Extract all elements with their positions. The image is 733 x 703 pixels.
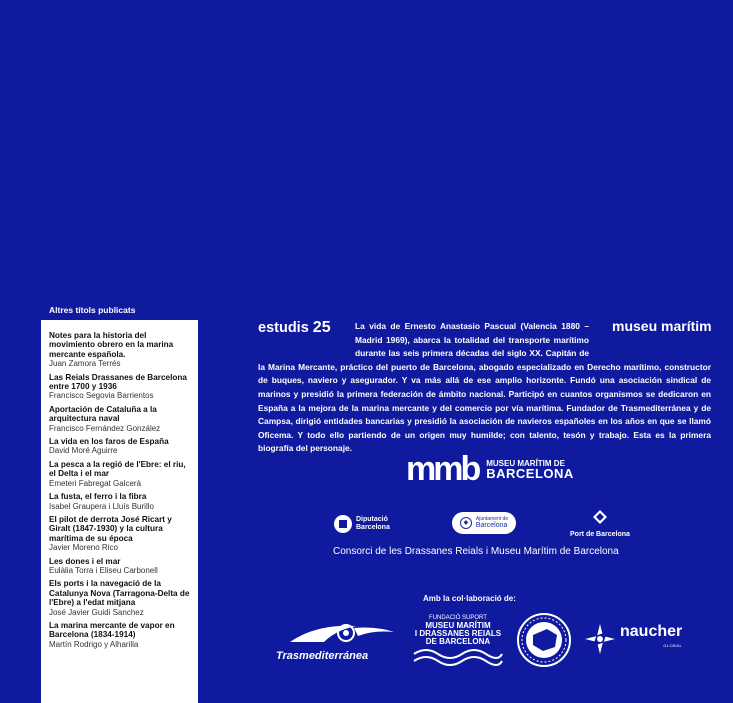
sidebar-heading: Altres títols publicats: [49, 305, 136, 315]
fundacio-line1: FUNDACIÓ SUPORT: [429, 615, 487, 621]
list-item: [49, 557, 192, 576]
book-title: Aportación de Cataluña a la arquitectura naval: [49, 404, 157, 424]
mmb-wordmark: [486, 459, 574, 479]
wave-icon: [410, 646, 506, 666]
naucher-sub: GLOBAL: [663, 643, 683, 648]
book-author: Francisco Fernández González: [49, 423, 161, 433]
port-logo: [570, 510, 630, 539]
fundacio-line2: MUSEU MARÍTIM: [425, 621, 491, 630]
list-item: [49, 437, 192, 456]
port-icon: [593, 510, 607, 524]
book-title: La pesca a la regió de l'Ebre: el riu, el Delta i el mar: [49, 459, 186, 479]
book-author: David Moré Aguirre: [49, 446, 118, 456]
fundacio-line4: DE BARCELONA: [425, 637, 491, 646]
port-label: Port de Barcelona: [570, 531, 630, 538]
collaboration-label: Amb la col·laboració de:: [423, 594, 516, 603]
ajuntament-icon: ◆: [460, 517, 472, 529]
list-item: [49, 331, 192, 369]
list-item: [49, 579, 192, 617]
naucher-label: naucher: [620, 623, 683, 640]
list-item: [49, 515, 192, 553]
book-author: Isabel Graupera i Lluís Burillo: [49, 501, 154, 511]
book-author: José Javier Guidi Sanchez: [49, 607, 144, 617]
series-name: estudis: [258, 320, 309, 336]
series-label: [258, 319, 331, 337]
diputacio-line1: Diputació: [356, 516, 388, 523]
book-title: La fusta, el ferro i la fibra: [49, 492, 147, 502]
list-item: [49, 492, 192, 511]
fundacio-logo: [410, 615, 506, 671]
publisher-tag: museu marítim: [612, 318, 712, 334]
mmb-line2: BARCELONA: [486, 466, 574, 481]
synopsis: [258, 320, 711, 456]
book-title: Les dones i el mar: [49, 556, 121, 566]
book-author: Javier Moreno Rico: [49, 543, 118, 553]
synopsis-text: La vida de Ernesto Anastasio Pascual (Valencia 1880 – Madrid 1969), abarca la totalidad del transporte marítimo durante las seis primera décadas del siglo XX. Capitán de la Marina Mercante, práctico del puerto de Barcelona, abogado especializado en Derecho marítimo, constructor de buques, naviero y asegurador. Y va más allá de ese amplio horizonte. Fundó una asociación sindical de marinos y presidió la primera federación de ámbito nacional. Participó en cuantos organismos se dedicaron en España a la mejora de la marina mercante y del comercio por vía marítima. Fundador de Trasmediterránea y de Campsa, dirigió entidades bancarias y presidió la asociación de navieros españoles en los años en que se llamó Oficema. Y todo ello partiendo de un origen muy humilde; con talento, tesón y trabajo. Esta es la primera biografía del personaje.: [258, 321, 711, 454]
trasmediterranea-label: Trasmediterránea: [276, 650, 369, 662]
ajuntament-line1: Ajuntament de: [475, 516, 509, 522]
book-author: Juan Zamora Terrés: [49, 359, 121, 369]
diputacio-logo: [334, 515, 390, 533]
series-number: 25: [312, 319, 331, 336]
book-author: Francisco Segovia Barrientos: [49, 391, 154, 401]
other-titles-panel: [41, 320, 198, 703]
diputacio-line2: Barcelona: [356, 524, 390, 531]
ajuntament-line2: Barcelona: [475, 522, 508, 529]
consorci-text: Consorci de les Drassanes Reials i Museu Marítim de Barcelona: [333, 546, 619, 557]
mmb-line1: MUSEU MARÍTIM DE: [486, 459, 565, 468]
fundacio-line3: I DRASSANES REIALS: [414, 629, 502, 638]
association-seal-icon: [517, 613, 571, 667]
book-title: La vida en los faros de España: [49, 437, 169, 447]
naucher-logo: [585, 624, 682, 654]
book-title: Els ports i la navegació de la Catalunya Nova (Tarragona-Delta de l'Ebre) a l'edat mitjana: [49, 579, 190, 608]
list-item: [49, 621, 192, 649]
book-author: Martín Rodrigo y Alharilla: [49, 639, 139, 649]
list-item: [49, 460, 192, 488]
mmb-mark: mmb: [406, 450, 479, 488]
book-author: Emeteri Fabregat Galcerà: [49, 478, 142, 488]
trasmediterranea-logo: [276, 620, 398, 664]
ajuntament-logo: [452, 512, 516, 534]
compass-rose-icon: [585, 624, 615, 654]
mmb-logo: [406, 450, 574, 488]
book-title: Las Reials Drassanes de Barcelona entre 1700 y 1936: [49, 372, 187, 392]
book-title: La marina mercante de vapor en Barcelona (1834-1914): [49, 620, 175, 640]
book-title: El pilot de derrota José Ricart y Giralt (1847-1930) y la cultura marítima de su época: [49, 514, 172, 543]
trasmediterranea-icon: [276, 620, 398, 650]
book-title: Notes para la historia del movimiento obrero en la marina mercante española.: [49, 331, 174, 359]
list-item: [49, 373, 192, 401]
list-item: [49, 405, 192, 433]
diputacio-icon: [334, 515, 352, 533]
book-author: Eulàlia Torra i Eliseu Carbonell: [49, 565, 158, 575]
